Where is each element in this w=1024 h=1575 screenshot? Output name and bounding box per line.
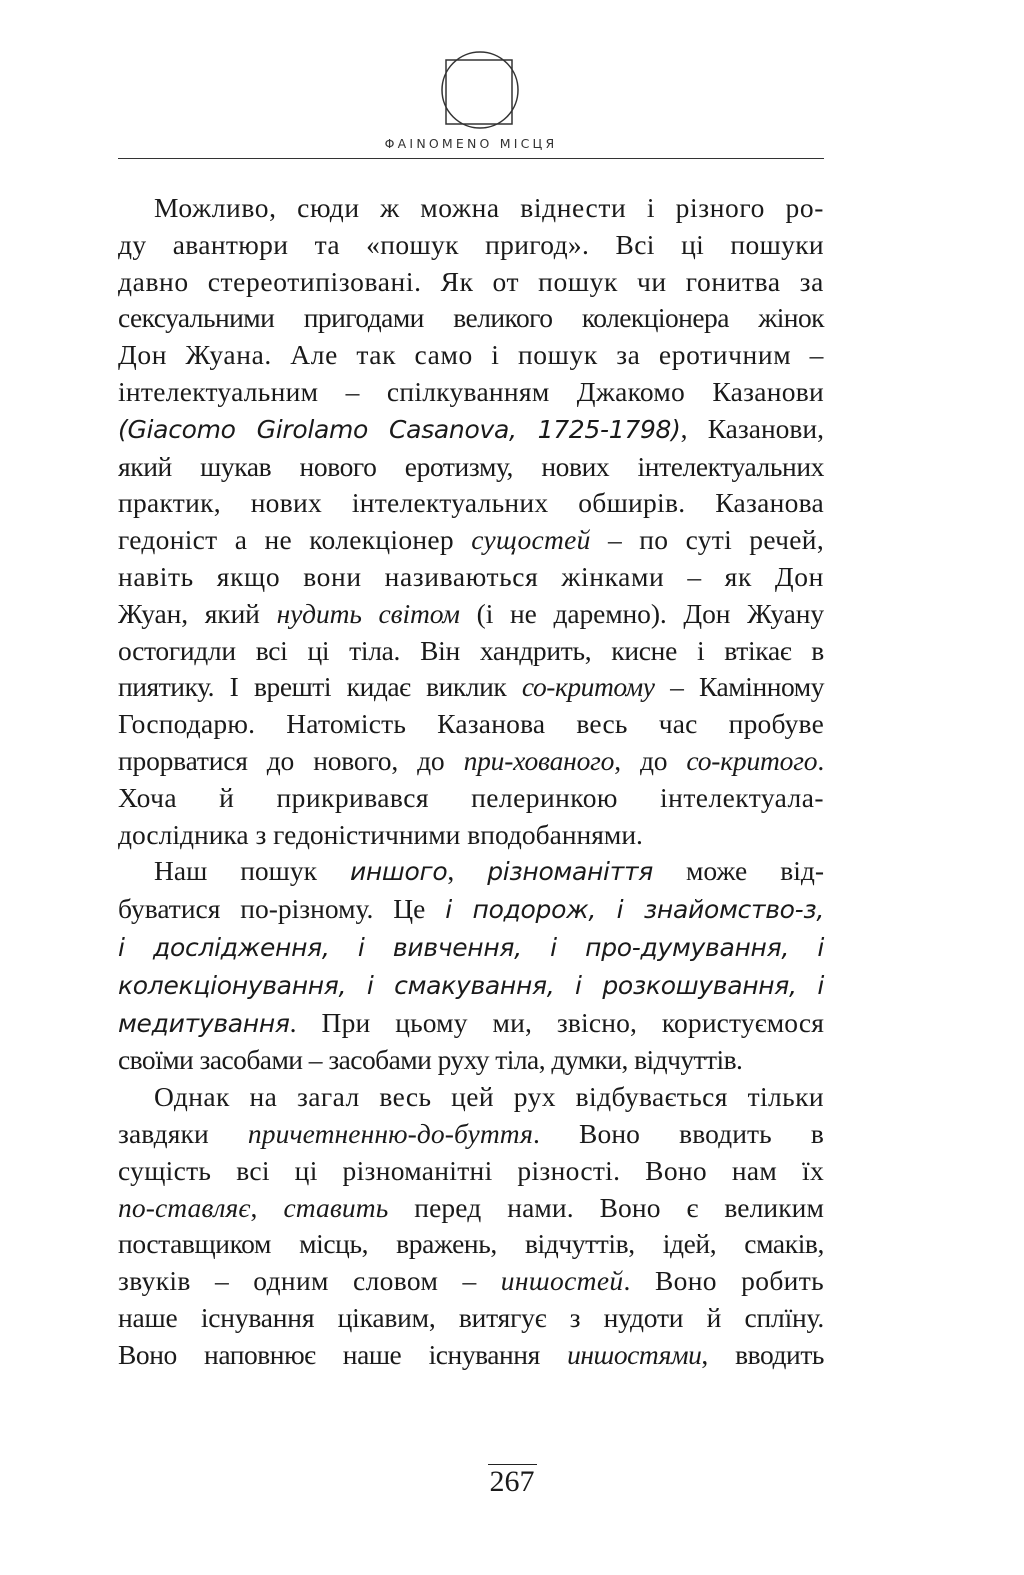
text-line <box>118 891 824 929</box>
text-line: давно стереотипізовані. Як от пошук чи гонитва за <box>118 265 824 297</box>
text-span: . Воно робить <box>623 1265 824 1297</box>
circle-square-emblem-icon <box>438 48 522 132</box>
text-line: ду авантюри та «пошук пригод». Всі ці пошуки <box>118 228 824 260</box>
text-line: Однак на загал весь цей рух відбувається тільки <box>154 1081 824 1113</box>
paragraph-2 <box>118 853 824 1079</box>
text-span: Жуан, який <box>118 597 277 629</box>
text-line: Хоча й прикривався пелеринкою інтелектуала- <box>118 781 824 813</box>
italic-term: со-критого <box>686 744 818 776</box>
italic-term: і подорож, і знайомство-з, <box>445 895 824 925</box>
text-line <box>118 669 824 706</box>
text-span: прорватися до нового, до <box>118 744 464 776</box>
italic-term: по-ставляє <box>118 1191 251 1223</box>
text-span: , вводить <box>701 1338 824 1370</box>
italic-term: ставить <box>283 1191 389 1223</box>
page-number <box>0 1464 1024 1499</box>
text-line: остогидли всі ці тіла. Він хандрить, кисне і втікає в <box>118 634 824 666</box>
text-line <box>118 853 824 891</box>
text-span: . Воно вводить в <box>532 1117 824 1149</box>
text-span: , <box>250 1191 284 1223</box>
page-number-text: 267 <box>489 1465 535 1498</box>
text-line: який шукав нового еротизму, нових інтелектуальних <box>118 450 824 482</box>
text-line: інтелектуальним – спілкуванням Джакомо Казанови <box>118 375 824 407</box>
text-line <box>118 1337 824 1374</box>
text-line: поставщиком місць, вражень, відчуттів, ідей, смаків, <box>118 1228 824 1260</box>
text-line: наше існування цікавим, витягує з нудоти й сплїну. <box>118 1301 824 1333</box>
text-span: буватися по-різному. Це <box>118 893 446 925</box>
text-span: звуків – одним словом – <box>118 1265 501 1297</box>
text-line <box>118 1190 824 1227</box>
italic-citation: (Giacomo Girolamo Casanova, 1725-1798) <box>118 414 681 444</box>
text-span: Воно наповнює наше існування <box>118 1338 568 1370</box>
italic-term: сущостей <box>471 524 591 556</box>
italic-term: при-хованого <box>463 744 615 776</box>
text-line <box>118 967 824 1005</box>
text-line: Дон Жуана. Але так само і пошук за еротичним – <box>118 339 824 371</box>
text-line <box>118 522 824 559</box>
text-line: своїми засобами – засобами руху тіла, думки, відчуттів. <box>118 1044 743 1076</box>
text-span: може від- <box>652 855 825 887</box>
italic-term: со-критому <box>521 671 655 703</box>
text-line <box>118 411 824 449</box>
text-line <box>118 743 824 780</box>
text-line: Господарю. Натомість Казанова весь час пробуве <box>118 708 824 740</box>
italic-term: иншого <box>349 857 448 887</box>
text-line: сексуальними пригодами великого колекціонера жінок <box>118 302 824 334</box>
text-line: Можливо, сюди ж можна віднести і різного ро- <box>154 192 824 223</box>
italic-term: різноманіття <box>487 857 653 887</box>
text-span: – Камінному <box>654 671 825 703</box>
text-line: дослідника з гедоністичними вподобаннями. <box>118 818 643 850</box>
text-line: навіть якщо вони називаються жінками – як Дон <box>118 560 824 592</box>
text-span: . При цьому ми, звісно, користуємося <box>289 1006 824 1038</box>
header-rule <box>118 158 824 159</box>
text-span: , Казанови, <box>680 412 824 444</box>
text-span: завдяки <box>118 1117 248 1149</box>
text-span: , <box>447 855 488 887</box>
italic-term: медитування <box>118 1008 290 1038</box>
italic-term: иншостей <box>500 1265 624 1297</box>
body-text <box>118 190 824 1374</box>
text-span: гедоніст а не колекціонер <box>118 524 472 556</box>
paragraph-1 <box>118 190 824 853</box>
text-span: – по суті речей, <box>590 524 824 556</box>
text-span: , до <box>614 744 687 776</box>
text-line: сущість всі ці різноманітні різності. Воно нам їх <box>118 1154 824 1186</box>
italic-term: причетненню-до-буття <box>247 1117 533 1149</box>
running-title: ΦΑΙΝΟΜΕΝΟ МІСЦЯ <box>384 136 558 151</box>
text-line <box>118 1263 824 1300</box>
text-line <box>118 1116 824 1153</box>
text-span: Наш пошук <box>154 855 350 887</box>
italic-term: і дослідження, і вивчення, і про-думування, і <box>118 932 824 962</box>
paragraph-3 <box>118 1079 824 1373</box>
italic-term: нудить світом <box>276 597 460 629</box>
text-line: практик, нових інтелектуальних обширів. Казанова <box>118 487 824 519</box>
text-line <box>118 929 824 967</box>
italic-term: иншостями <box>567 1338 702 1370</box>
text-span: . <box>817 744 824 776</box>
text-line <box>118 596 824 633</box>
text-span: пиятику. І врешті кидає виклик <box>118 671 522 703</box>
text-line <box>118 1005 824 1043</box>
text-span: (і не даремно). Дон Жуану <box>459 597 824 629</box>
italic-term: колекціонування, і смакування, і розкошування, і <box>118 970 824 1000</box>
text-span: перед нами. Воно є великим <box>388 1191 825 1223</box>
